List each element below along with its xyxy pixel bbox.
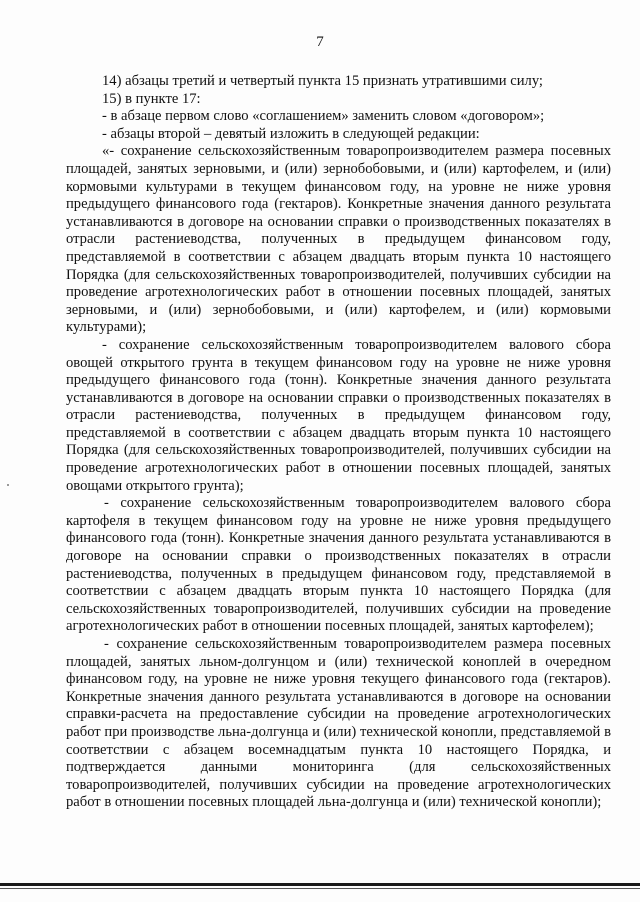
document-body	[66, 73, 611, 812]
paragraph-flax-hemp: - сохранение сельскохозяйственным товаропроизводителем размера посевных площадей, занятых льном-долгунцом и (или) технической коноплей в очередном финансовом году, на уровне не ниже уровня текущего финансового года (гектаров). Конкретные значения данного результата устанавливаются в договоре на основании справки-расчета на предоставление субсидии на проведение агротехнологических работ при производстве льна-долгунца и (или) технической конопли, представляемой в соответствии с абзацем восемнадцатым пункта 10 настоящего Порядка, и подтверждается данными мониторинга (для сельскохозяйственных товаропроизводителей, получивших субсидии на проведение агротехнологических работ в отношении посевных площадей льна-долгунца и (или) технической конопли);	[66, 636, 611, 811]
paragraph-vegetables: - сохранение сельскохозяйственным товаропроизводителем валового сбора овощей открытого грунта в текущем финансовом году на уровне не ниже уровня предыдущего финансового года (тонн). Конкретные значения данного результата устанавливаются в договоре на основании справки о производственных показателях в отрасли растениеводства, полученных в предыдущем финансовом году, представляемой в соответствии с абзацем двадцать вторым пункта 10 настоящего Порядка (для сельскохозяйственных товаропроизводителей, получивших субсидии на проведение агротехнологических работ в отношении посевных площадей, занятых овощами открытого грунта);	[66, 336, 611, 494]
paragraph-grain-area: «- сохранение сельскохозяйственным товаропроизводителем размера посевных площадей, занятых зерновыми, и (или) зернобобовыми, и (или) картофелем, и (или) кормовыми культурами в текущем финансовом году, на уровне не ниже уровня предыдущего финансового года (гектаров). Конкретные значения данного результата устанавливаются в договоре на основании справки о производственных показателях в отрасли растениеводства, полученных в предыдущем финансовом году, представляемой в соответствии с абзацем двадцать вторым пункта 10 настоящего Порядка (для сельскохозяйственных товаропроизводителей, получивших субсидии на проведение агротехнологических работ в отношении посевных площадей, занятых зерновыми, и (или) зернобобовыми, и (или) картофелем, и (или) кормовыми культурами);	[66, 143, 611, 336]
scan-bottom-edge	[0, 883, 640, 886]
paragraph-amend-second-ninth: - абзацы второй – девятый изложить в следующей редакции:	[102, 125, 480, 142]
page-number: 7	[316, 34, 324, 50]
paragraph-potatoes: - сохранение сельскохозяйственным товаропроизводителем валового сбора картофеля в текущем финансовом году на уровне не ниже уровня предыдущего финансового года (тонн). Конкретные значения данного результата устанавливаются в договоре на основании справки о производственных показателях в отрасли растениеводства, полученных в предыдущем финансовом году, представляемой в соответствии с абзацем двадцать вторым пункта 10 настоящего Порядка (для сельскохозяйственных товаропроизводителей, получивших субсидии на проведение агротехнологических работ в отношении посевных площадей, занятых картофелем);	[66, 495, 611, 635]
scan-speck	[7, 484, 9, 486]
scan-bottom-edge-thin	[0, 888, 640, 889]
paragraph-item-14: 14) абзацы третий и четвертый пункта 15 признать утратившими силу;	[102, 73, 543, 89]
paragraph-amend-first: - в абзаце первом слово «соглашением» заменить словом «договором»;	[102, 108, 545, 125]
paragraph-item-15: 15) в пункте 17:	[102, 90, 201, 107]
